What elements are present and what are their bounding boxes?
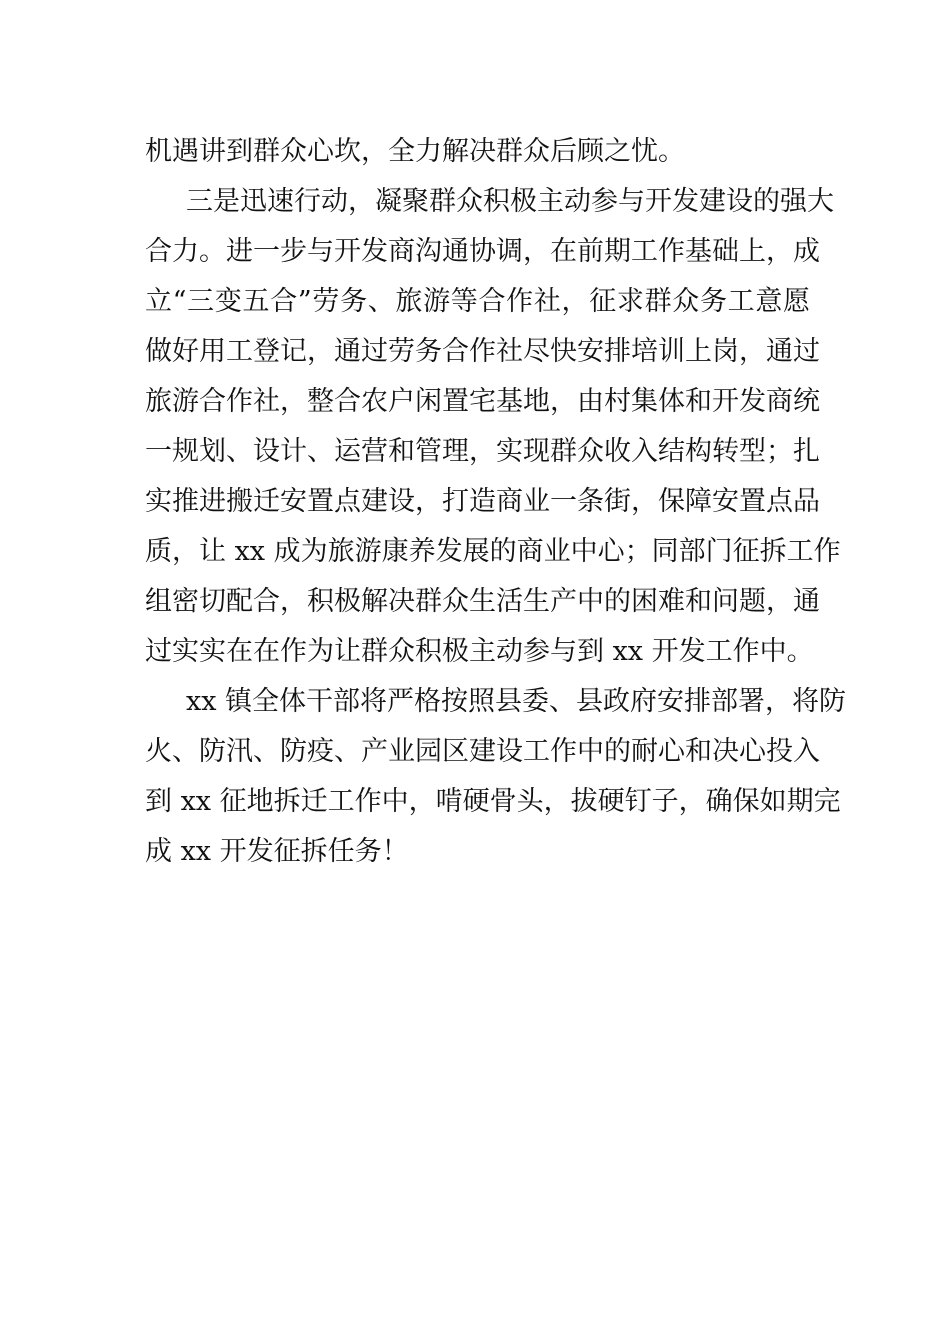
paragraph-line: 到 xx 征地拆迁工作中，啃硬骨头，拔硬钉子，确保如期完 (145, 786, 841, 817)
paragraph-line: xx 镇全体干部将严格按照县委、县政府安排部署，将防 (186, 686, 847, 717)
paragraph-line: 组密切配合，积极解决群众生活生产中的困难和问题，通 (145, 586, 820, 617)
paragraph-line: 过实实在在作为让群众积极主动参与到 xx 开发工作中。 (145, 636, 814, 667)
paragraph-1 (145, 127, 810, 177)
paragraph-line: 质，让 xx 成为旅游康养发展的商业中心；同部门征拆工作 (145, 536, 841, 567)
paragraph-line: 合力。进一步与开发商沟通协调，在前期工作基础上，成 (145, 236, 820, 267)
paragraph-2 (145, 177, 841, 677)
paragraph-line: 立“三变五合”劳务、旅游等合作社，征求群众务工意愿 (145, 286, 810, 317)
paragraph-3 (145, 677, 847, 877)
paragraph-line: 三是迅速行动，凝聚群众积极主动参与开发建设的强大 (186, 186, 834, 217)
paragraph-line: 机遇讲到群众心坎，全力解决群众后顾之忧。 (145, 136, 685, 167)
paragraph-line: 成 xx 开发征拆任务！ (145, 836, 409, 867)
paragraph-line: 做好用工登记，通过劳务合作社尽快安排培训上岗，通过 (145, 336, 820, 367)
paragraph-line: 旅游合作社，整合农户闲置宅基地，由村集体和开发商统 (145, 386, 820, 417)
paragraph-line: 实推进搬迁安置点建设，打造商业一条街，保障安置点品 (145, 486, 820, 517)
paragraph-line: 火、防汛、防疫、产业园区建设工作中的耐心和决心投入 (145, 736, 820, 767)
document-body (145, 127, 847, 877)
paragraph-line: 一规划、设计、运营和管理，实现群众收入结构转型；扎 (145, 436, 820, 467)
